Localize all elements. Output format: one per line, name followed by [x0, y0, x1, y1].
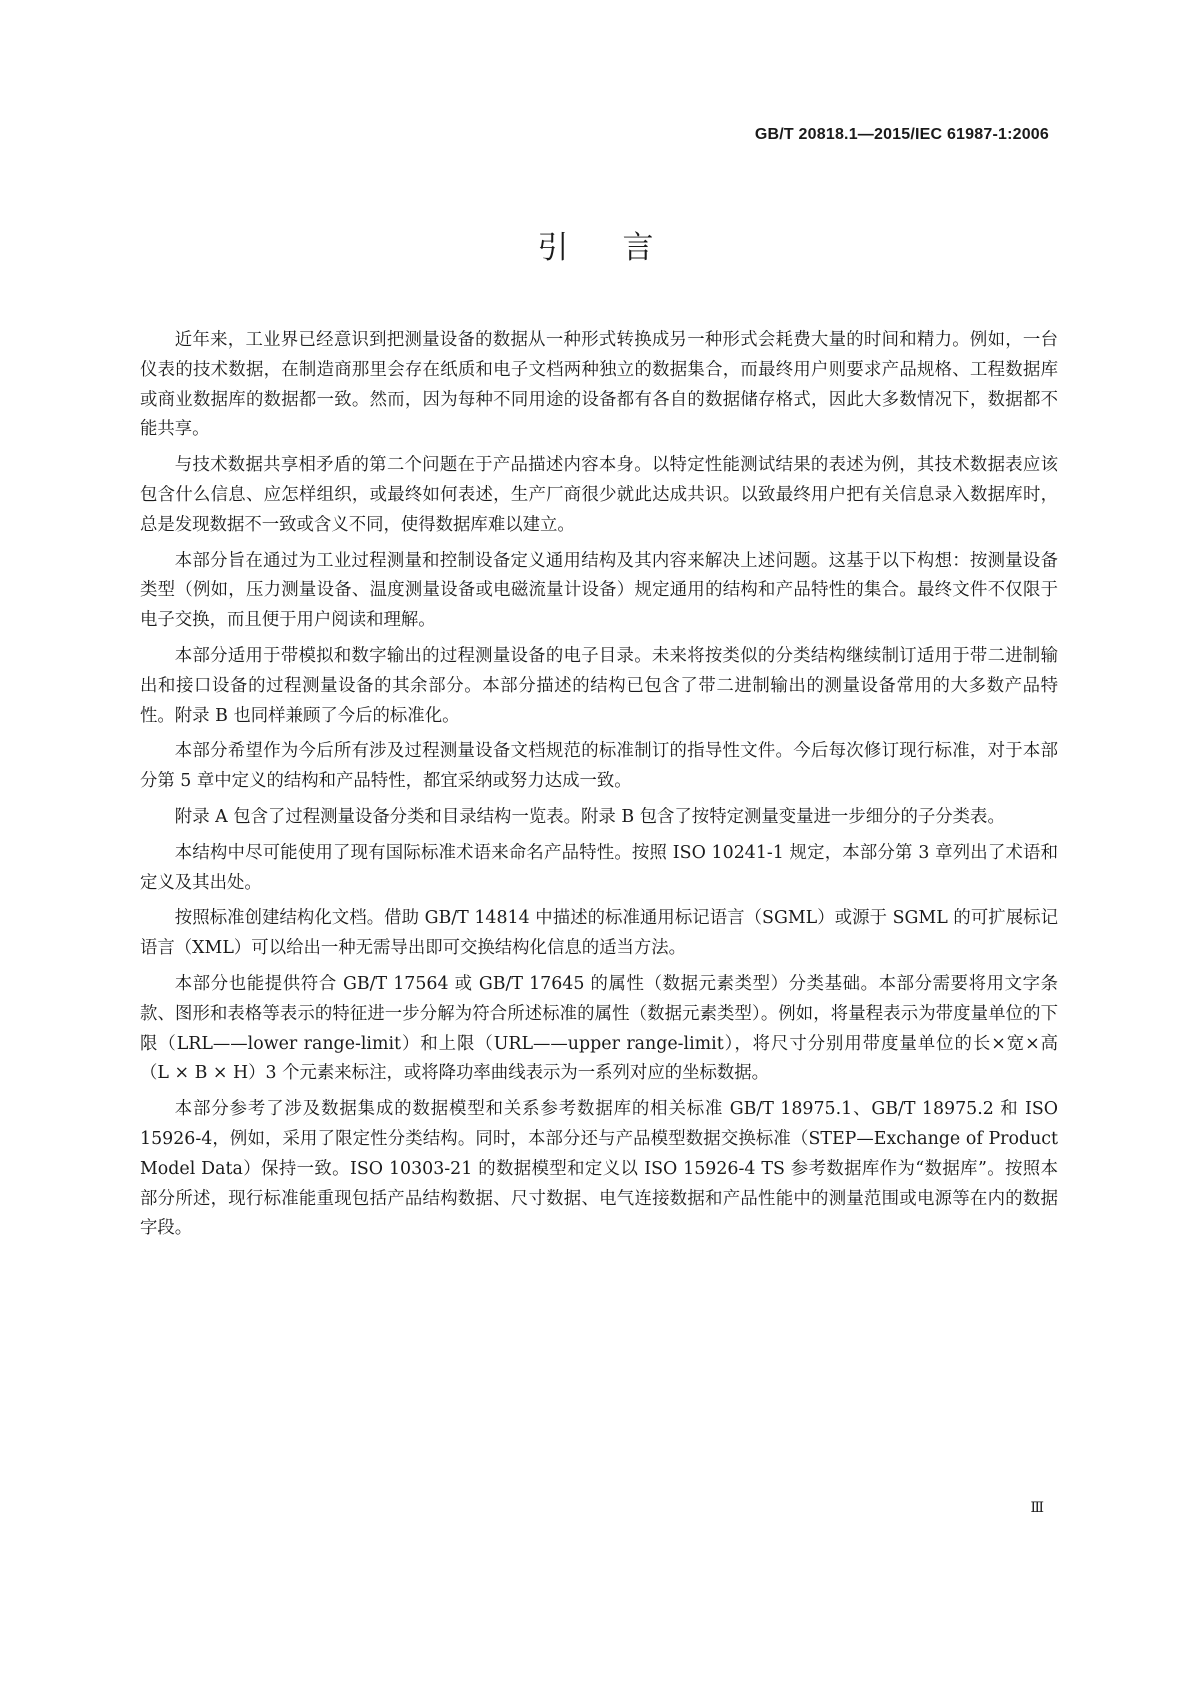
paragraph: 本部分参考了涉及数据集成的数据模型和关系参考数据库的相关标准 GB/T 18975.1、GB/T 18975.2 和 ISO 15926-4，例如，采用了限定性分类结构。同时，本部分还与产品模型数据交换标准（STEP—Exchange of Product Model Data）保持一致。ISO 10303-21 的数据模型和定义以 ISO 15926-4 TS 参考数据库作为“数据库”。按照本部分所述，现行标准能重现包括产品结构数据、尺寸数据、电气连接数据和产品性能中的测量范围或电源等在内的数据字段。 — [140, 1099, 1058, 1239]
paragraph: 本部分旨在通过为工业过程测量和控制设备定义通用结构及其内容来解决上述问题。这基于以下构想：按测量设备类型（例如，压力测量设备、温度测量设备或电磁流量计设备）规定通用的结构和产品特性的集合。最终文件不仅限于电子交换，而且便于用户阅读和理解。 — [140, 550, 1058, 631]
paragraph: 附录 A 包含了过程测量设备分类和目录结构一览表。附录 B 包含了按特定测量变量进一步细分的子分类表。 — [174, 806, 1005, 827]
page-title: 引言 — [537, 230, 708, 266]
paragraph: 本部分也能提供符合 GB/T 17564 或 GB/T 17645 的属性（数据元素类型）分类基础。本部分需要将用文字条款、图形和表格等表示的特征进一步分解为符合所述标准的属性（数据元素类型）。例如，将量程表示为带度量单位的下限（LRL——lower range-limit）和上限（URL——upper range-limit），将尺寸分别用带度量单位的长×宽×高（L × B × H）3 个元素来标注，或将降功率曲线表示为一系列对应的坐标数据。 — [140, 973, 1058, 1084]
standard-number: GB/T 20818.1—2015/IEC 61987-1:2006 — [754, 126, 1049, 143]
page-number: Ⅲ — [1030, 1500, 1044, 1516]
paragraph: 按照标准创建结构化文档。借助 GB/T 14814 中描述的标准通用标记语言（SGML）或源于 SGML 的可扩展标记语言（XML）可以给出一种无需导出即可交换结构化信息的适当方法。 — [140, 908, 1058, 959]
paragraph: 本结构中尽可能使用了现有国际标准术语来命名产品特性。按照 ISO 10241-1 规定，本部分第 3 章列出了术语和定义及其出处。 — [140, 842, 1058, 893]
paragraph: 近年来，工业界已经意识到把测量设备的数据从一种形式转换成另一种形式会耗费大量的时间和精力。例如，一台仪表的技术数据，在制造商那里会存在纸质和电子文档两种独立的数据集合，而最终用户则要求产品规格、工程数据库或商业数据库的数据都一致。然而，因为每种不同用途的设备都有各自的数据储存格式，因此大多数情况下，数据都不能共享。 — [140, 330, 1058, 440]
paragraph: 本部分希望作为今后所有涉及过程测量设备文档规范的标准制订的指导性文件。今后每次修订现行标准，对于本部分第 5 章中定义的结构和产品特性，都宜采纳或努力达成一致。 — [140, 741, 1058, 792]
paragraph: 与技术数据共享相矛盾的第二个问题在于产品描述内容本身。以特定性能测试结果的表述为例，其技术数据表应该包含什么信息、应怎样组织，或最终如何表述，生产厂商很少就此达成共识。以致最终用户把有关信息录入数据库时，总是发现数据不一致或含义不同，使得数据库难以建立。 — [140, 455, 1058, 535]
introduction-body — [140, 326, 1058, 1250]
paragraph: 本部分适用于带模拟和数字输出的过程测量设备的电子目录。未来将按类似的分类结构继续制订适用于带二进制输出和接口设备的过程测量设备的其余部分。本部分描述的结构已包含了带二进制输出的测量设备常用的大多数产品特性。附录 B 也同样兼顾了今后的标准化。 — [140, 645, 1058, 726]
